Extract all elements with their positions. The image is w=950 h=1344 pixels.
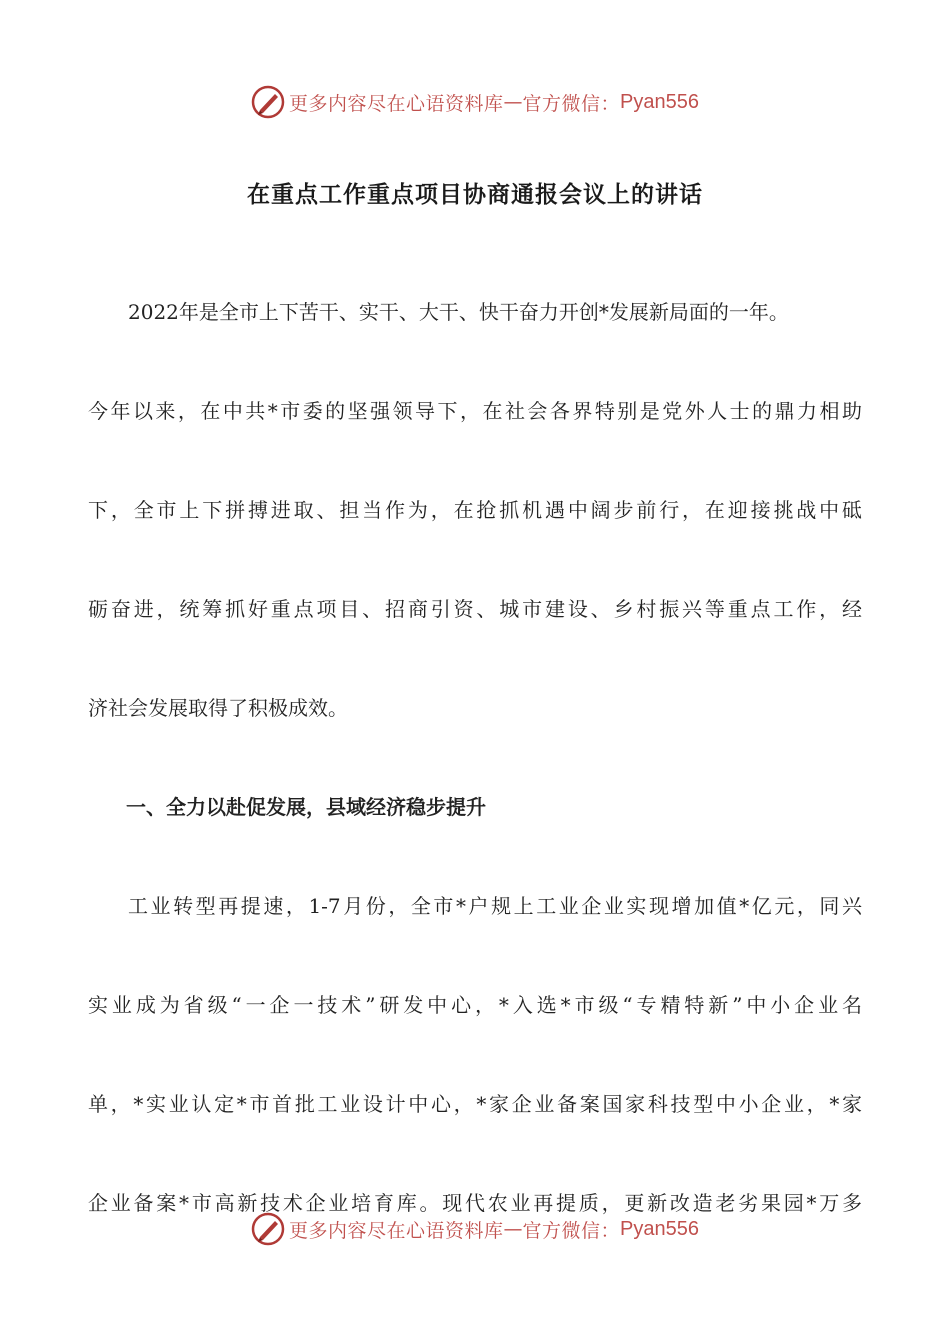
banner-text: 更多内容尽在心语资料库	[289, 1219, 504, 1242]
pen-logo-icon	[251, 85, 285, 119]
body-line: 单，*实业认定*市首批工业设计中心，*家企业备案国家科技型中小企业，*家	[88, 1092, 862, 1116]
body-line: 2022年是全市上下苦干、实干、大干、快干奋力开创*发展新局面的一年。	[128, 300, 789, 324]
header-watermark-banner	[0, 82, 950, 122]
banner-label: 官方微信：	[522, 92, 621, 115]
section-heading: 一、全力以赴促发展，县域经济稳步提升	[126, 795, 486, 819]
body-line: 今年以来，在中共*市委的坚强领导下，在社会各界特别是党外人士的鼎力相助	[88, 399, 862, 423]
banner-separator: —	[503, 1218, 523, 1240]
banner-wechat-id: Pyan556	[620, 1217, 699, 1240]
banner-label: 官方微信：	[522, 1219, 621, 1242]
body-line: 砺奋进，统筹抓好重点项目、招商引资、城市建设、乡村振兴等重点工作，经	[88, 597, 862, 621]
banner-separator: —	[503, 91, 523, 113]
document-title: 在重点工作重点项目协商通报会议上的讲话	[247, 182, 703, 208]
body-line: 实业成为省级“一企一技术”研发中心，*入选*市级“专精特新”中小企业名	[88, 993, 862, 1017]
body-line: 济社会发展取得了积极成效。	[88, 696, 348, 720]
banner-text: 更多内容尽在心语资料库	[289, 92, 504, 115]
body-line: 下，全市上下拼搏进取、担当作为，在抢抓机遇中阔步前行，在迎接挑战中砥	[88, 498, 862, 522]
footer-watermark-banner	[0, 1209, 950, 1249]
pen-logo-icon	[251, 1212, 285, 1246]
document-body	[88, 263, 862, 1253]
body-line: 工业转型再提速，1-7月份，全市*户规上工业企业实现增加值*亿元，同兴	[128, 894, 862, 918]
banner-wechat-id: Pyan556	[620, 90, 699, 113]
body-line: 企业备案*市高新技术企业培育库。现代农业再提质，更新改造老劣果园*万多	[88, 1191, 862, 1215]
